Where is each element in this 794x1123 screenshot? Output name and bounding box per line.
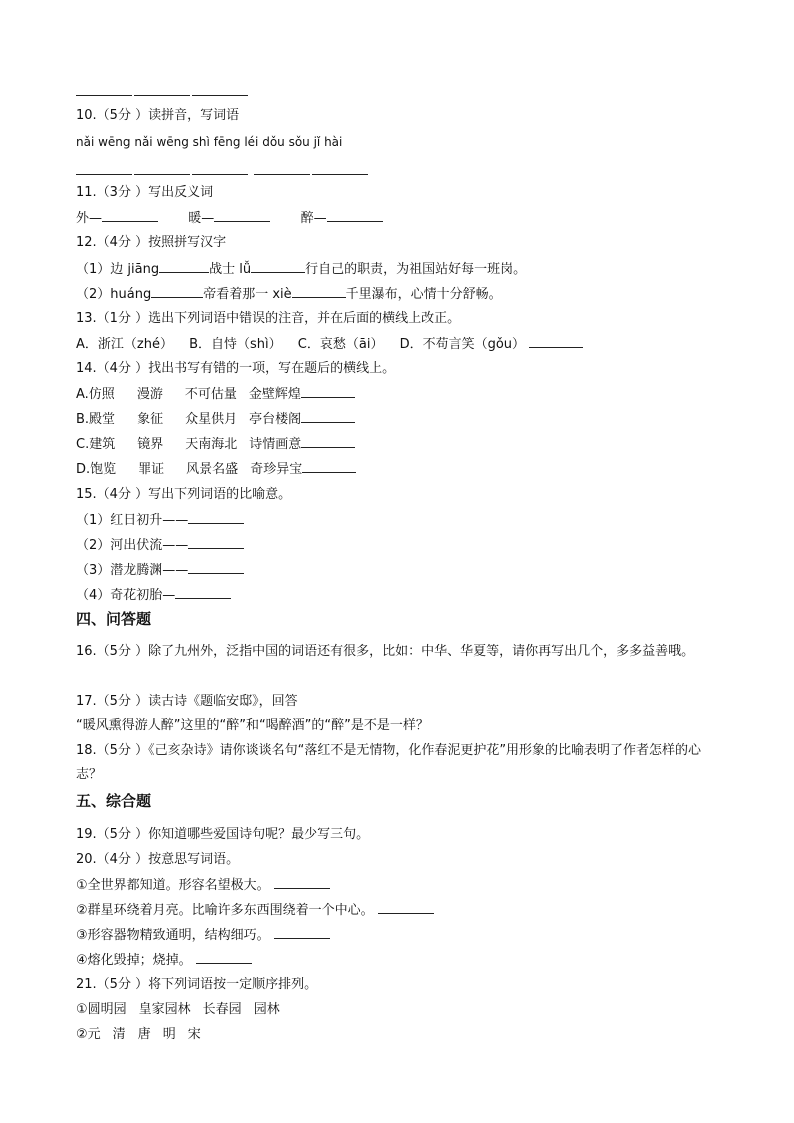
answer-blank[interactable] <box>327 209 383 222</box>
q17-sub: “暖风熏得游人醉”这里的“醉”和“喝醉酒”的“醉”是不是一样？ <box>76 718 429 733</box>
q19-text: 19.（5分 ）你知道哪些爱国诗句呢？最少写三句。 <box>76 827 370 842</box>
q20-title: 20.（4分 ）按意思写词语。 <box>76 852 240 867</box>
answer-line[interactable] <box>192 95 248 96</box>
antonym-label: 暖— <box>188 211 215 226</box>
answer-blank[interactable] <box>159 260 209 273</box>
antonym-label: 外— <box>76 211 103 226</box>
q21-line1: ①圆明园 皇家园林 长春园 园林 <box>76 1002 280 1017</box>
answer-blank[interactable] <box>151 285 203 298</box>
q13-options <box>76 335 583 354</box>
q20-item: ②群星环绕着月亮。比喻许多东西围绕着一个中心。 <box>76 901 434 920</box>
option-c[interactable]: C．哀愁（āi） <box>297 337 384 352</box>
q14-title: 14.（4分 ）找出书写有错的一项，写在题后的横线上。 <box>76 361 396 376</box>
answer-line[interactable] <box>134 174 190 175</box>
q11-title: 11.（3分 ）写出反义词 <box>76 185 214 200</box>
answer-blank[interactable] <box>301 385 355 398</box>
antonym-label: 醉— <box>300 211 327 226</box>
answer-line[interactable] <box>192 174 248 175</box>
q11-items <box>76 209 383 228</box>
option-d[interactable]: D．不苟言笑（gǒu） <box>399 337 526 352</box>
answer-line[interactable] <box>134 95 190 96</box>
section-5-heading: 五、综合题 <box>76 792 152 810</box>
answer-line[interactable] <box>76 95 132 96</box>
q15-item: （1）红日初升—— <box>76 511 244 530</box>
answer-blank[interactable] <box>302 460 356 473</box>
option-b[interactable]: B．自恃（shì） <box>189 337 282 352</box>
q15-title: 15.（4分 ）写出下列词语的比喻意。 <box>76 487 292 502</box>
q14-row-d: D.饱览 罪证 风景名盛 奇珍异宝 <box>76 460 356 479</box>
q14-row-c: C.建筑 镜界 天南海北 诗情画意 <box>76 435 355 454</box>
answer-line[interactable] <box>254 174 310 175</box>
section-4-heading: 四、问答题 <box>76 610 152 628</box>
answer-blank[interactable] <box>188 561 244 574</box>
answer-blank[interactable] <box>196 951 252 964</box>
q20-item: ④熔化毁掉；烧掉。 <box>76 951 252 970</box>
answer-blank[interactable] <box>175 586 231 599</box>
q21-title: 21.（5分 ）将下列词语按一定顺序排列。 <box>76 977 318 992</box>
q10-title: 10.（5分 ）读拼音，写词语 <box>76 108 240 123</box>
answer-blank[interactable] <box>188 511 244 524</box>
answer-blank[interactable] <box>529 335 583 348</box>
q14-row-b: B.殿堂 象征 众星供月 亭台楼阁 <box>76 410 355 429</box>
q21-line2: ②元 清 唐 明 宋 <box>76 1027 201 1042</box>
answer-blank[interactable] <box>292 285 346 298</box>
answer-line[interactable] <box>312 174 368 175</box>
answer-blank[interactable] <box>251 260 305 273</box>
q20-item: ③形容器物精致通明，结构细巧。 <box>76 926 330 945</box>
q16-text: 16.（5分 ）除了九州外，泛指中国的词语还有很多，比如：中华、华夏等，请你再写出几个，多多益善哦。 <box>76 644 695 659</box>
answer-blank[interactable] <box>214 209 270 222</box>
answer-blank[interactable] <box>274 876 330 889</box>
q15-item: （4）奇花初胎— <box>76 586 231 605</box>
answer-line[interactable] <box>76 174 132 175</box>
answer-blank[interactable] <box>301 410 355 423</box>
answer-blank[interactable] <box>301 435 355 448</box>
q13-title: 13.（1分 ）选出下列词语中错误的注音，并在后面的横线上改正。 <box>76 311 461 326</box>
q12-line2: （2）huáng 帝看着那一 xiè 千里瀑布，心情十分舒畅。 <box>76 287 502 302</box>
answer-blank[interactable] <box>102 209 158 222</box>
q15-item: （2）河出伏流—— <box>76 536 244 555</box>
answer-blank[interactable] <box>188 536 244 549</box>
q17-title: 17.（5分 ）读古诗《题临安邸》，回答 <box>76 694 298 709</box>
q12-line1: （1）边 jiāng 战士 lǚ 行自己的职责，为祖国站好每一班岗。 <box>76 262 527 277</box>
q14-row-a: A.仿照 漫游 不可估量 金壁辉煌 <box>76 385 355 404</box>
q12-title: 12.（4分 ）按照拼写汉字 <box>76 235 227 250</box>
q10-pinyin: nǎi wēng nǎi wēng shì fēng léi dǒu sǒu jǐ hài <box>76 135 343 149</box>
q15-item: （3）潜龙腾渊—— <box>76 561 244 580</box>
answer-blank[interactable] <box>274 926 330 939</box>
q20-item: ①全世界都知道。形容名望极大。 <box>76 876 330 895</box>
q18-text: 18.（5分 ）《己亥杂诗》请你谈谈名句“落红不是无情物，化作春泥更护花”用形象的比喻表明了作者怎样的心志？ <box>76 743 702 782</box>
answer-blank[interactable] <box>378 901 434 914</box>
option-a[interactable]: A．浙江（zhé） <box>76 337 173 352</box>
